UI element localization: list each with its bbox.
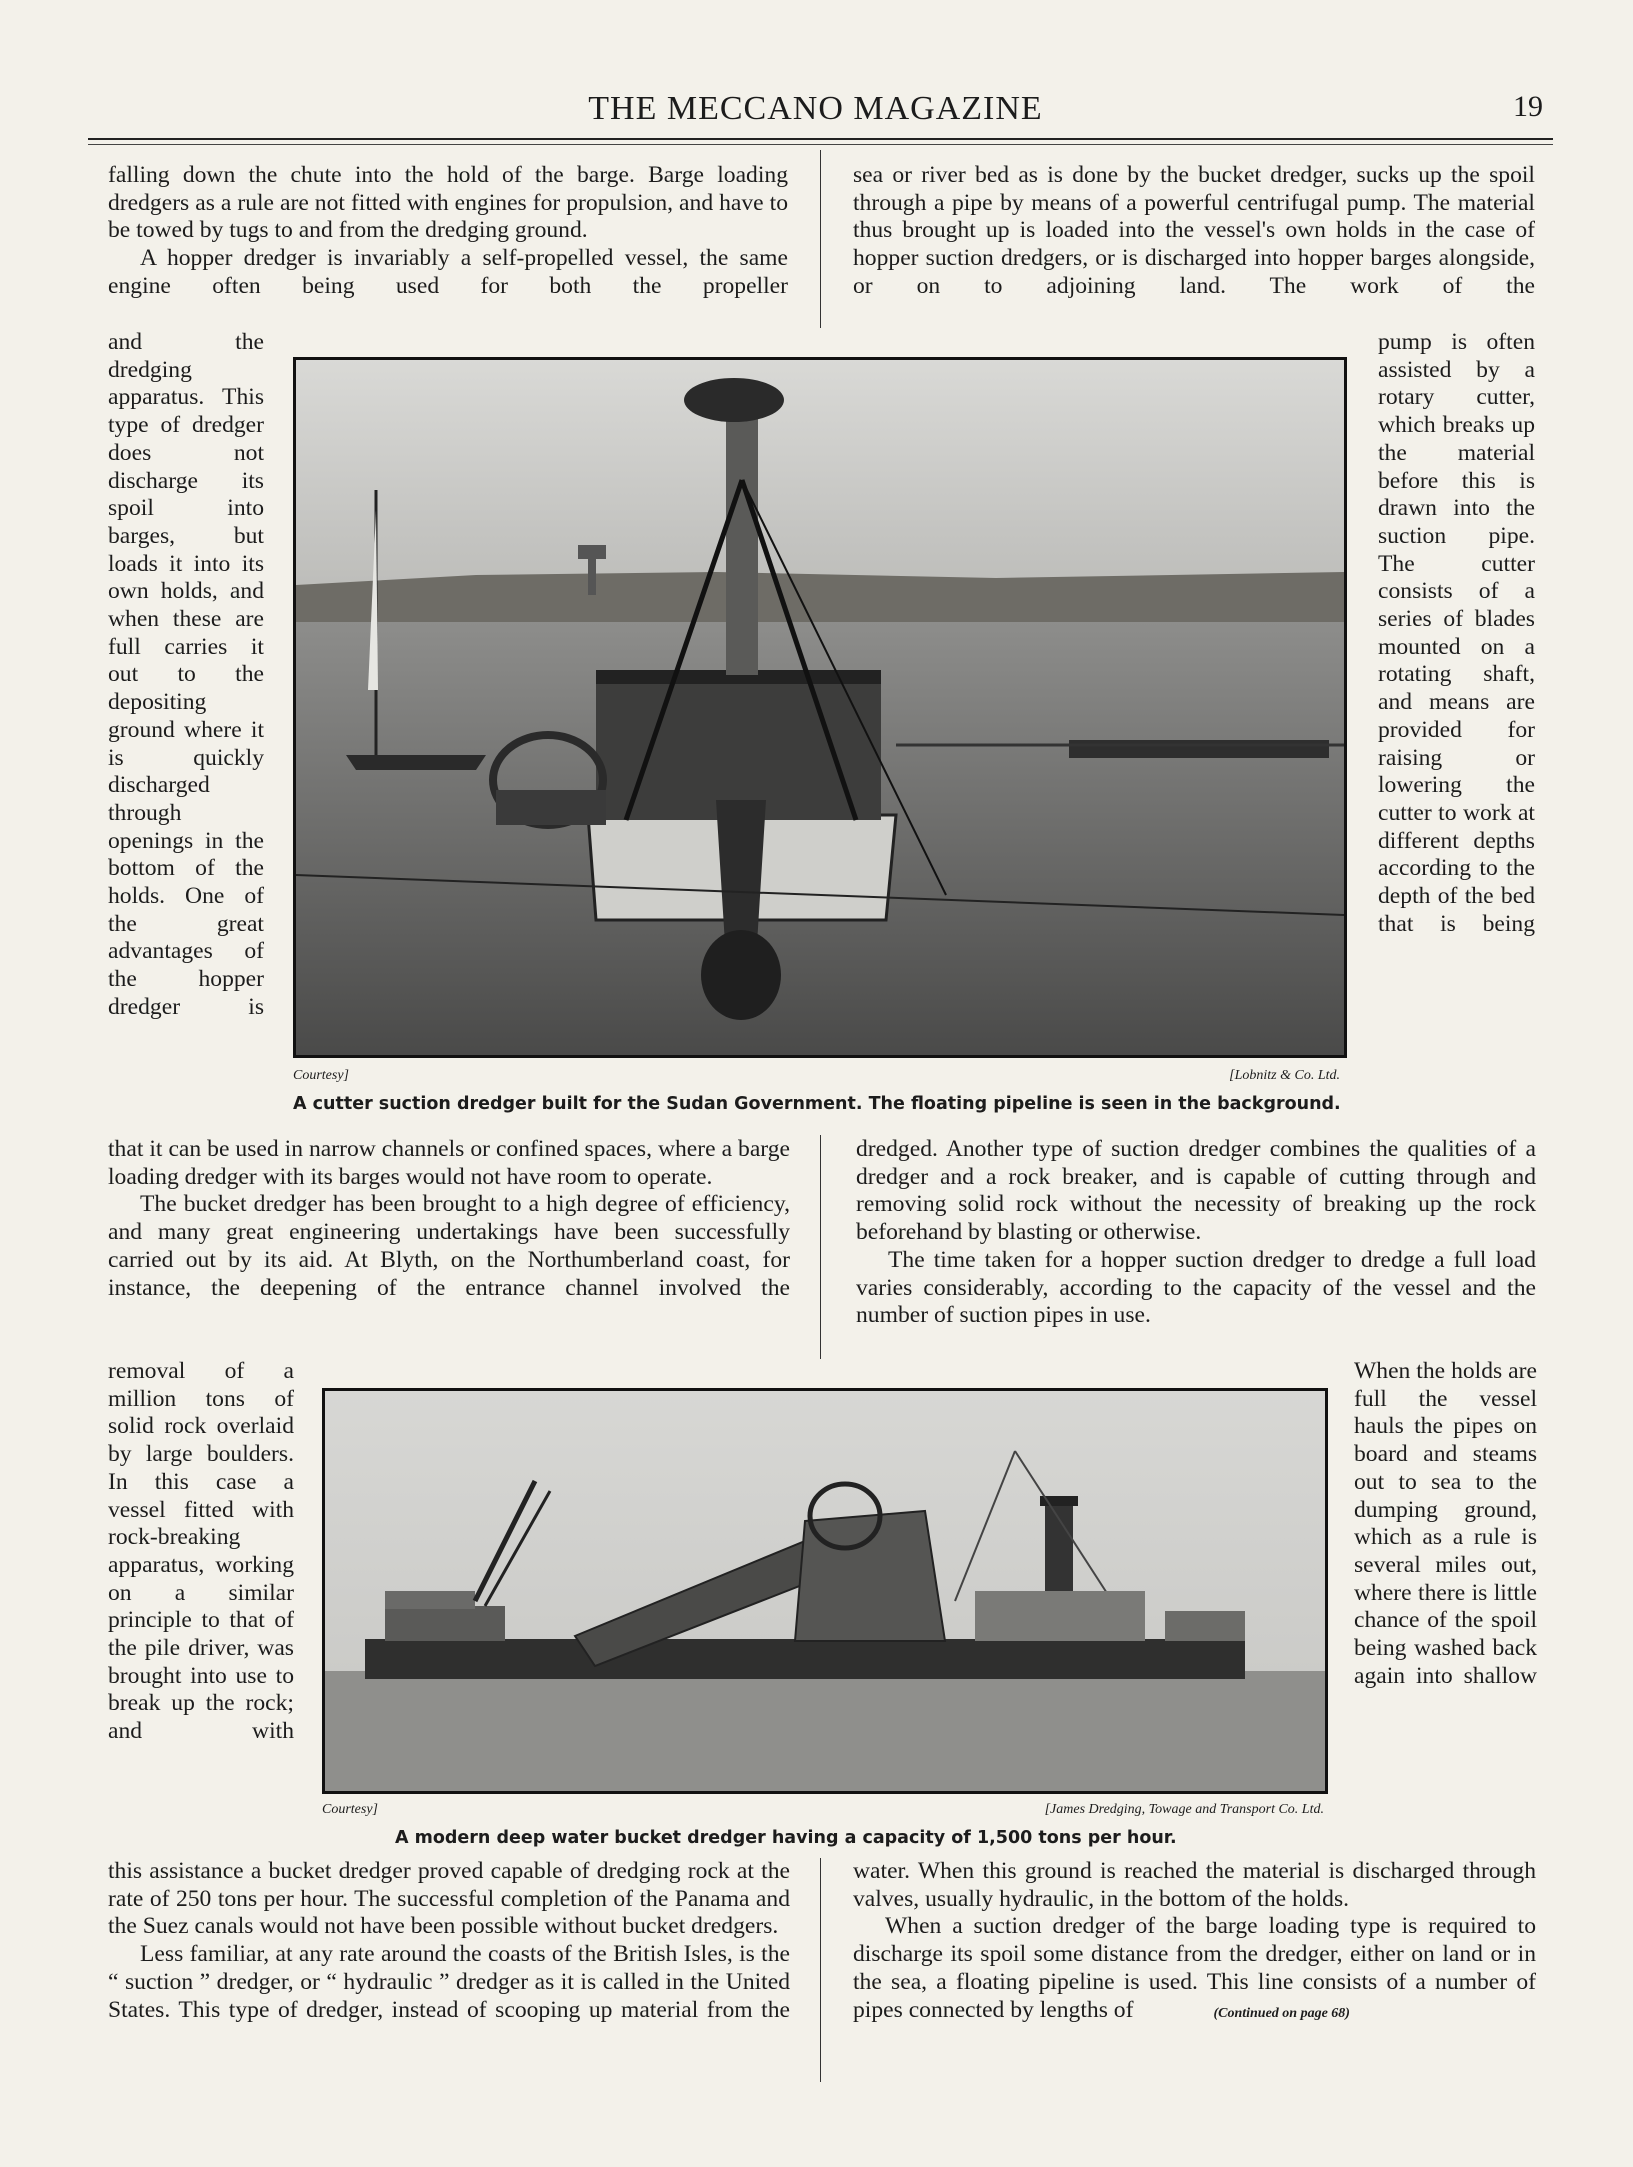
paragraph	[853, 1913, 1536, 2027]
col1-wrap-text	[108, 329, 264, 1022]
photo-caption: A modern deep water bucket dredger having a capacity of 1,500 tons per hour.	[395, 1828, 1177, 1848]
col2-mid-text	[856, 1136, 1536, 1330]
paragraph: that it can be used in narrow channels or confined spaces, where a barge loading dredger with its barges would not have room to operate.	[108, 1136, 790, 1190]
col2-bottom-text	[853, 1858, 1536, 2027]
paragraph: A hopper dredger is invariably a self-propelled vessel, the same engine often being used for both the propeller	[108, 245, 788, 299]
photo-credit-left: Courtesy]	[293, 1068, 349, 1083]
photo-caption: A cutter suction dredger built for the Sudan Government. The floating pipeline is seen in the background.	[293, 1094, 1341, 1114]
paragraph: dredged. Another type of suction dredger combines the qualities of a dredger and a rock breaker, and is capable of cutting through and removing solid rock without the necessity of breaking up the rock beforehand by blasting or otherwise.	[856, 1136, 1536, 1246]
paragraph: Less familiar, at any rate around the coasts of the British Isles, is the “ suction ” dredger, or “ hydraulic ” dredger as it is called in the United States. This type of dredger, instead of scooping up material from the	[108, 1941, 790, 2023]
cutter-suction-dredger-photo	[293, 357, 1347, 1058]
page-header	[88, 88, 1543, 136]
continued-note[interactable]: (Continued on page 68)	[1213, 2005, 1350, 2021]
paragraph: pump is often assisted by a rotary cutter, which breaks up the material before this is drawn into the suction pipe. The cutter consists of a series of blades mounted on a rotating shaft, and means are provided for raising or lowering the cutter to work at different depths according to the depth of the bed that is being	[1378, 329, 1535, 937]
magazine-title: THE MECCANO MAGAZINE	[588, 90, 1043, 127]
dredger-photo-illustration	[296, 360, 1344, 1055]
col2-wrap-text	[1378, 329, 1535, 938]
bucket-dredger-photo	[322, 1388, 1328, 1794]
paragraph: and the dredging apparatus. This type of dredger does not discharge its spoil into barges, but loads it into its own holds, and when these are full carries it out to the depositing ground where it is quickly discharged through openings in the bottom of the holds. One of the great advantages of the hopper dredger is	[108, 329, 264, 1020]
paragraph: removal of a million tons of solid rock overlaid by large boulders. In this case a vessel fitted with rock-breaking apparatus, working on a similar principle to that of the pile driver, was brought into use to break up the rock; and with	[108, 1358, 294, 1745]
paragraph: When the holds are full the vessel hauls the pipes on board and steams out to sea to the dumping ground, which as a rule is several miles out, where there is little chance of the spoil being washed back again into shallow	[1354, 1358, 1537, 1689]
paragraph: The bucket dredger has been brought to a high degree of efficiency, and many great engineering undertakings have been successfully carried out by its aid. At Blyth, on the Northumberland coast, for instance, the deepening of the entrance channel involved the	[108, 1191, 790, 1301]
col1-wrap-text	[108, 1358, 294, 1746]
paragraph: water. When this ground is reached the material is discharged through valves, usually hydraulic, in the bottom of the holds.	[853, 1858, 1536, 1912]
paragraph-text: When a suction dredger of the barge loading type is required to discharge its spoil some distance from the dredger, either on land or in the sea, a floating pipeline is used. This line consists of a number of pipes connected by lengths of	[853, 1913, 1536, 2023]
page-number: 19	[1513, 90, 1543, 123]
column-divider	[820, 1135, 821, 1359]
paragraph: The time taken for a hopper suction dredger to dredge a full load varies considerably, according to the capacity of the vessel and the number of suction pipes in use.	[856, 1246, 1536, 1329]
column-divider	[820, 150, 821, 328]
paragraph: falling down the chute into the hold of the barge. Barge loading dredgers as a rule are not fitted with engines for propulsion, and have to be towed by tugs to and from the dredging ground.	[108, 162, 788, 244]
col2-top-text	[853, 162, 1535, 301]
paragraph: this assistance a bucket dredger proved capable of dredging rock at the rate of 250 tons per hour. The successful completion of the Panama and the Suez canals would not have been possible without bucket dredgers.	[108, 1858, 790, 1940]
column-divider	[820, 1858, 821, 2082]
header-rule	[88, 138, 1553, 140]
col1-top-text	[108, 162, 788, 301]
col2-wrap-text	[1354, 1358, 1537, 1690]
bucket-dredger-illustration	[325, 1391, 1325, 1791]
photo-credit-right: [Lobnitz & Co. Ltd.	[1229, 1068, 1340, 1083]
col1-mid-text	[108, 1136, 790, 1302]
photo-credit-left: Courtesy]	[322, 1802, 378, 1817]
paragraph: sea or river bed as is done by the bucket dredger, sucks up the spoil through a pipe by means of a powerful centrifugal pump. The material thus brought up is loaded into the vessel's own holds in the case of hopper suction dredgers, or is discharged into hopper barges alongside, or on to adjoining land. The work of the	[853, 162, 1535, 299]
col1-bottom-text	[108, 1858, 790, 2024]
header-rule-thin	[88, 144, 1553, 145]
photo-credit-right: [James Dredging, Towage and Transport Co. Ltd.	[1044, 1802, 1324, 1817]
